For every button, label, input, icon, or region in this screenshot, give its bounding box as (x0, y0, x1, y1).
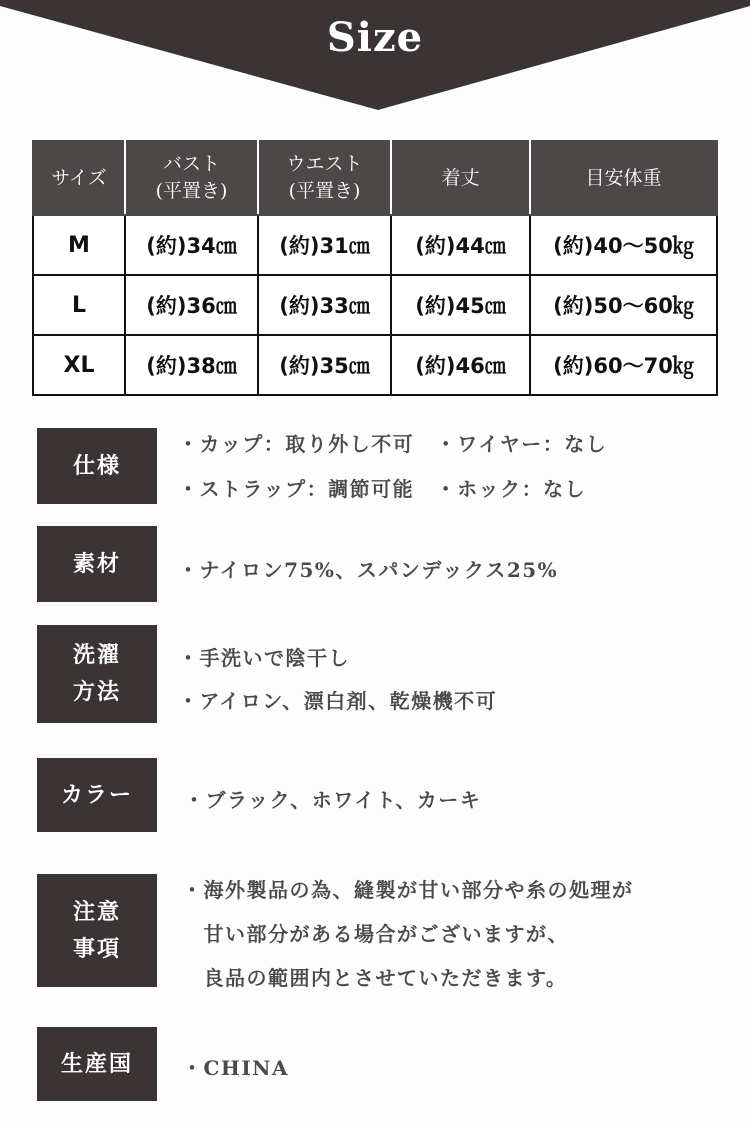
spec-line: 良品の範囲内とさせていただきます。 (182, 966, 568, 990)
table-header-row (33, 141, 717, 215)
header-weight-text: 目安体重 (585, 166, 662, 189)
spec-line: ・ストラップ：調節可能 ・ホック：なし (178, 477, 587, 501)
waist-cell: (約)33㎝ (258, 275, 391, 335)
spec-line: ・アイロン、漂白剤、乾燥機不可 (178, 689, 498, 713)
header-waist-text: ウエスト (286, 153, 363, 175)
spec-label-color (37, 758, 157, 832)
length-cell: (約)45㎝ (391, 275, 530, 335)
spec-label-text: 仕様 (72, 452, 121, 479)
spec-line: 甘い部分がある場合がございますが、 (182, 922, 569, 946)
spec-row-notice (37, 874, 717, 990)
spec-label-specification (37, 428, 157, 504)
spec-label-text: 生産国 (60, 1050, 133, 1077)
spec-row-washing (37, 625, 717, 723)
banner-title: Size (326, 14, 424, 61)
table-row (33, 215, 717, 275)
size-banner (0, 0, 750, 112)
weight-cell: (約)60〜70㎏ (530, 335, 717, 395)
header-size (33, 141, 125, 215)
length-cell: (約)44㎝ (391, 215, 530, 275)
header-bust-note: (平置き) (155, 180, 228, 202)
header-length (391, 141, 530, 215)
spec-row-color (37, 758, 717, 832)
waist-cell: (約)31㎝ (258, 215, 391, 275)
weight-cell: (約)40〜50㎏ (530, 215, 717, 275)
bust-cell: (約)38㎝ (125, 335, 258, 395)
size-table (32, 140, 718, 396)
spec-label-origin (37, 1027, 157, 1101)
spec-row-origin (37, 1027, 717, 1101)
header-waist (258, 141, 391, 215)
spec-label-text: カラー (60, 781, 133, 808)
spec-row-specification (37, 428, 717, 504)
header-size-text: サイズ (51, 166, 107, 189)
spec-row-material (37, 526, 717, 602)
bust-cell: (約)36㎝ (125, 275, 258, 335)
table-row (33, 275, 717, 335)
spec-line: ・海外製品の為、縫製が甘い部分や糸の処理が (182, 878, 634, 902)
spec-line: ・ナイロン75%、スパンデックス25% (178, 558, 559, 582)
size-cell: M (33, 215, 125, 275)
spec-line: ・手洗いで陰干し (178, 646, 350, 670)
spec-line: ・CHINA (182, 1056, 289, 1080)
spec-label-washing (37, 625, 157, 723)
header-bust (125, 141, 258, 215)
length-cell: (約)46㎝ (391, 335, 530, 395)
waist-cell: (約)35㎝ (258, 335, 391, 395)
spec-label-text: 洗濯 (72, 642, 121, 668)
spec-line: ・カップ：取り外し不可 ・ワイヤー：なし (178, 432, 608, 456)
size-cell: L (33, 275, 125, 335)
spec-label-text: 注意 (72, 898, 121, 925)
table-row (33, 335, 717, 395)
bust-cell: (約)34㎝ (125, 215, 258, 275)
spec-label-text: 方法 (72, 679, 121, 705)
size-cell: XL (33, 335, 125, 395)
header-length-text: 着丈 (441, 166, 480, 189)
header-waist-note: (平置き) (288, 180, 361, 202)
header-weight (530, 141, 717, 215)
spec-label-text: 素材 (72, 550, 121, 577)
spec-label-material (37, 526, 157, 602)
header-bust-text: バスト (162, 153, 220, 175)
weight-cell: (約)50〜60㎏ (530, 275, 717, 335)
spec-line: ・ブラック、ホワイト、カーキ (184, 788, 482, 812)
spec-label-text: 事項 (72, 935, 121, 962)
spec-label-notice (37, 874, 157, 987)
